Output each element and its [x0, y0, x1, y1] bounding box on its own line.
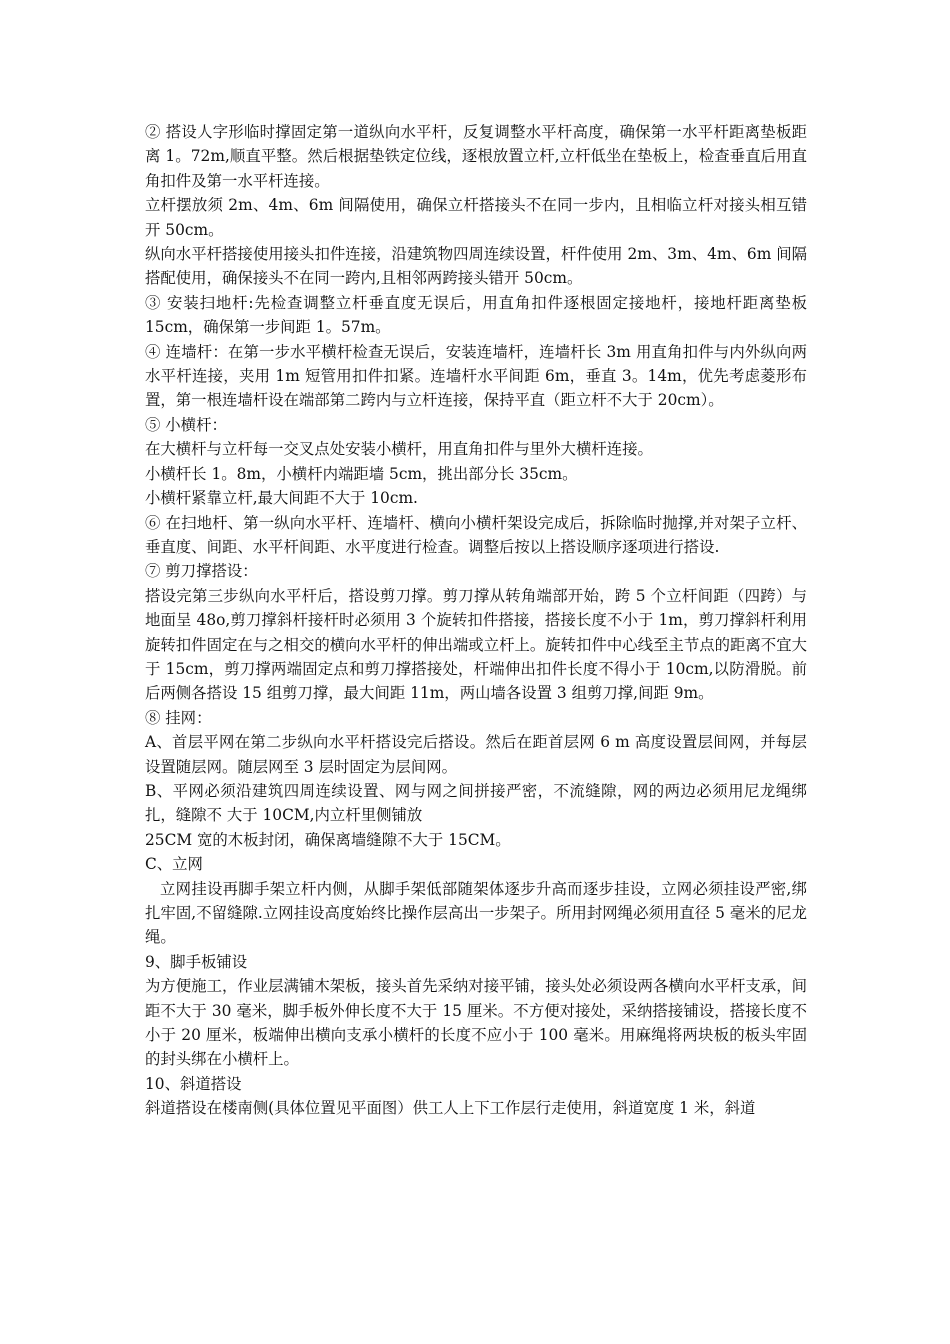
paragraph: 立网挂设再脚手架立杆内侧，从脚手架低部随架体逐步升高而逐步挂设，立网必须挂设严密,绑扎牢固,不留缝隙.立网挂设高度始终比操作层高出一步架子。所用封网绳必须用直径 5 毫米的尼龙绳。 — [145, 879, 807, 947]
document-body — [145, 120, 807, 1121]
section-heading: 10、斜道搭设 — [145, 1074, 242, 1093]
section-heading: ⑦ 剪刀撑搭设： — [145, 562, 258, 581]
paragraph: 为方便施工，作业层满铺木架板，接头首先采纳对接平铺，接头处必须设两各横向水平杆支承，间距不大于 30 毫米，脚手板外伸长度不大于 15 厘米。不方便对接处，采纳搭接铺设，搭接长度不小于 20 厘米，板端伸出横向支承小横杆的长度不应小于 100 毫米。用麻绳将两块板的板头牢固的封头绑在小横杆上。 — [145, 977, 807, 1069]
paragraph: ⑥ 在扫地杆、第一纵向水平杆、连墙杆、横向小横杆架设完成后，拆除临时抛撑,并对架子立杆、垂直度、间距、水平杆间距、水平度进行检查。调整后按以上搭设顺序逐项进行搭设. — [145, 513, 807, 556]
paragraph: ② 搭设人字形临时撑固定第一道纵向水平杆，反复调整水平杆高度，确保第一水平杆距离垫板距离 1。72m,顺直平整。然后根据垫铁定位线，逐根放置立杆,立杆低坐在垫板上，检查垂直后用直角扣件及第一水平杆连接。 — [145, 123, 807, 190]
paragraph: 小横杆长 1。8m，小横杆内端距墙 5cm，挑出部分长 35cm。 — [145, 464, 578, 483]
paragraph: 小横杆紧靠立杆,最大间距不大于 10cm. — [145, 489, 418, 508]
paragraph: 纵向水平杆搭接使用接头扣件连接，沿建筑物四周连续设置，杆件使用 2m、3m、4m、6m 间隔搭配使用，确保接头不在同一跨内,且相邻两跨接头错开 50cm。 — [145, 245, 807, 288]
paragraph: ④ 连墙杆：在第一步水平横杆检查无误后，安装连墙杆，连墙杆长 3m 用直角扣件与内外纵向两水平杆连接，夹用 1m 短管用扣件扣紧。连墙杆水平间距 6m，垂直 3。14m，优先考虑菱形布置，第一根连墙杆设在端部第二跨内与立杆连接，保持平直（距立杆不大于 20cm）。 — [145, 342, 807, 410]
paragraph: B、平网必须沿建筑四周连续设置、网与网之间拼接严密，不流缝隙，网的两边必须用尼龙绳绑扎，缝隙不 大于 10CM,内立杆里侧铺放 — [145, 781, 807, 825]
section-heading: ⑤ 小横杆： — [145, 415, 227, 434]
paragraph: ③ 安装扫地杆:先检查调整立杆垂直度无误后，用直角扣件逐根固定接地杆，接地杆距离垫板 15cm，确保第一步间距 1。57m。 — [145, 293, 808, 337]
paragraph: 在大横杆与立杆每一交叉点处安装小横杆，用直角扣件与里外大横杆连接。 — [145, 440, 653, 459]
paragraph: 立杆摆放须 2m、4m、6m 间隔使用，确保立杆搭接头不在同一步内，且相临立杆对接头相互错开 50cm。 — [145, 196, 807, 239]
section-heading: C、立网 — [145, 855, 203, 874]
paragraph: A、首层平网在第二步纵向水平杆搭设完后搭设。然后在距首层网 6 m 高度设置层间网，并每层设置随层网。随层网至 3 层时固定为层间网。 — [145, 733, 807, 776]
paragraph: 斜道搭设在楼南侧(具体位置见平面图）供工人上下工作层行走使用，斜道宽度 1 米，斜道 — [145, 1099, 756, 1118]
section-heading: ⑧ 挂网： — [145, 708, 212, 727]
paragraph: 25CM 宽的木板封闭，确保离墙缝隙不大于 15CM。 — [145, 830, 511, 849]
paragraph: 搭设完第三步纵向水平杆后，搭设剪刀撑。剪刀撑从转角端部开始，跨 5 个立杆间距（四跨）与地面呈 48o,剪刀撑斜杆接杆时必须用 3 个旋转扣件搭接，搭接长度不小于 1m，剪刀撑斜杆利用旋转扣件固定在与之相交的横向水平杆的伸出端或立杆上。旋转扣件中心线至主节点的距离不宜大于 15cm，剪刀撑两端固定点和剪刀撑搭接处，杆端伸出扣件长度不得小于 10cm,以防滑脱。前后两侧各搭设 15 组剪刀撑，最大间距 11m，两山墙各设置 3 组剪刀撑,间距 9m。 — [145, 586, 807, 703]
section-heading: 9、脚手板铺设 — [145, 952, 248, 971]
